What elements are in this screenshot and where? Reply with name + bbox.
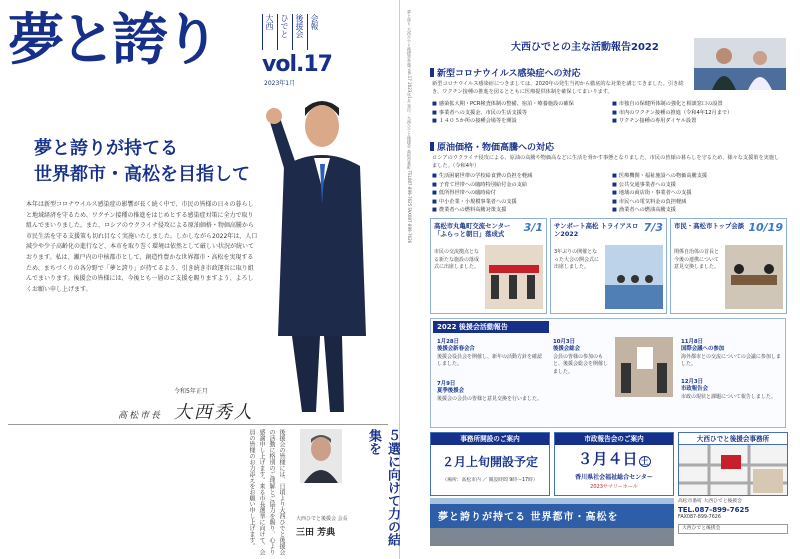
office-phone: TEL.087-899-7625 bbox=[678, 506, 750, 514]
report-meeting-weekday: 土 bbox=[640, 457, 649, 466]
list-item: ■ 生活困窮世帯の学校給食費の負担を軽減 bbox=[432, 172, 607, 181]
slogan-line-1: 夢と誇りが持てる bbox=[34, 138, 178, 159]
list-item: ■ 漁業者への燃油高騰支援 bbox=[612, 206, 787, 215]
report-meeting-hall: 2023サマリーホール bbox=[590, 484, 638, 490]
list-item: ■ 事業者への支援金、市民の生活支援等 bbox=[432, 109, 607, 118]
event-card-title: サンポート高松 トライアスロン2022 bbox=[554, 222, 639, 238]
list-item: ■ 市内のワクチン接種の推進（令和4年12月まで） bbox=[612, 109, 787, 118]
section-prices-text: ロシアのウクライナ侵攻による、原油の高騰や物価高などに生活を脅かす事態となりました。市民の皆様の暮らしを守るため、様々な支援策を実施しました。（令和4年） bbox=[432, 155, 780, 169]
event-photo bbox=[725, 245, 783, 309]
office-box bbox=[678, 432, 788, 496]
report-meeting-date bbox=[555, 448, 673, 469]
spine bbox=[400, 0, 430, 559]
activity-date: 7月9日 bbox=[437, 381, 456, 387]
office-opening-note: （場所：高松市内 ／ 開設時間 9時〜17時） bbox=[442, 478, 538, 483]
list-item: ■ ワクチン接種の専用ダイヤル設置 bbox=[612, 117, 787, 126]
activity-sub: 後援会新春会合 bbox=[437, 346, 475, 353]
office-opening-title: 事務所開設のご案内 bbox=[431, 433, 549, 445]
publisher-part: 後援会 bbox=[292, 14, 305, 50]
report-title: 大西ひでとの主な活動報告2022 bbox=[511, 42, 659, 53]
sign-date: 令和5年正月 bbox=[174, 388, 208, 395]
activity-text: 後援会の会員の皆様と意見交換を行いました。 bbox=[437, 395, 543, 402]
report-meeting-venue: 香川県社会福祉総合センター bbox=[575, 474, 653, 481]
office-address: 高松市番町 大西ひでと後援会 bbox=[678, 499, 742, 504]
supporters-heading: ５選に向けて力の結集を bbox=[366, 429, 400, 546]
activity-date: 12月3日 bbox=[681, 379, 704, 385]
activity-item bbox=[437, 381, 545, 403]
report-meeting-title: 市政報告会のご案内 bbox=[555, 433, 673, 445]
masthead-title: 夢と誇り bbox=[8, 7, 216, 73]
office-title: 大西ひでと後援会事務所 bbox=[679, 433, 787, 445]
supporters-text: 後援会の皆様には、日頃より大西ひでと後援会の活動に格別のご理解とご協力を賜り、心より感謝申し上げます。来る市長選挙に向けて、会員の皆様のお力添えをお願い申し上げます。 bbox=[248, 429, 285, 555]
publisher-label bbox=[262, 14, 320, 50]
event-card-date: 7/3 bbox=[643, 221, 663, 234]
signature bbox=[118, 398, 254, 424]
event-card bbox=[430, 218, 547, 314]
sign-title: 高松市長 bbox=[118, 411, 163, 421]
section-covid-text: 新型コロナウイルス感染症につきましては、2020年の発生当初から徹底的な対策を講じてきました。引き続き、ワクチン接種の推進を図るとともに医療提供体制を確保してまいります。 bbox=[432, 81, 684, 95]
event-card-title: 高松市丸亀町交流センター「ふらっと朝日」落成式 bbox=[434, 222, 511, 238]
list-item: ■ １４０５か所の接種会場等を開設 bbox=[432, 117, 607, 126]
office-opening-date: ２月上旬開設予定 bbox=[441, 455, 538, 469]
event-card-text: 市民の交流拠点となる新たな施設の落成式に出席しました。 bbox=[434, 249, 480, 270]
office-contact bbox=[678, 498, 788, 534]
activity-text: 市政の現状と課題について報告しました。 bbox=[681, 393, 776, 400]
office-map bbox=[679, 445, 787, 495]
mayor-photo bbox=[262, 86, 370, 416]
list-item: ■ 中小企業・小規模事業者への支援 bbox=[432, 198, 607, 207]
event-card-date: 3/1 bbox=[523, 221, 543, 234]
slogan-line-2: 世界都市・高松を目指して bbox=[34, 164, 250, 185]
list-item: ■ 低所得世帯への臨時給付 bbox=[432, 189, 607, 198]
issue-date: 2023年1月 bbox=[264, 80, 296, 87]
chairman-photo bbox=[300, 429, 342, 483]
list-item: ■ 医療機関・福祉施設への物価高騰支援 bbox=[612, 172, 787, 181]
event-card-date: 10/19 bbox=[748, 221, 783, 234]
banner-text: 夢と誇りが持てる 世界都市・高松を bbox=[438, 512, 619, 523]
prices-list-b bbox=[612, 172, 787, 215]
activity-date: 10月3日 bbox=[553, 339, 576, 345]
activity-item bbox=[553, 339, 609, 376]
activity-item bbox=[437, 339, 545, 369]
list-item: ■ 市民への電気料金の負担軽減 bbox=[612, 198, 787, 207]
activity-sub: 市政報告会 bbox=[681, 386, 708, 393]
office-fax: FAX087-899-7626 bbox=[678, 515, 721, 520]
list-item: ■ 公共交通事業者への支援 bbox=[612, 181, 787, 190]
event-card bbox=[670, 218, 787, 314]
publisher-part: 会報 bbox=[307, 14, 320, 50]
list-item: ■ 市独自の保健所体制の強化と相談窓口の設置 bbox=[612, 100, 787, 109]
activity-text: 海外都市との交流についての会議に参加しました。 bbox=[681, 353, 781, 368]
covid-list-a bbox=[432, 100, 607, 126]
activity-date: 11月8日 bbox=[681, 339, 704, 345]
office-website: 大西ひでと後援会 bbox=[678, 524, 788, 534]
activity-text: 後援会役員会を開催し、新年の活動方針を確認しました。 bbox=[437, 353, 543, 368]
publisher-part: ひでと bbox=[277, 14, 290, 50]
list-item: ■ 地域の商店街・事業者への支援 bbox=[612, 189, 787, 198]
report-page bbox=[400, 0, 800, 559]
covid-list-b bbox=[612, 100, 787, 126]
chairman-role: 大西ひでと後援会 会長 bbox=[296, 516, 348, 522]
section-prices-title: 原油価格・物価高騰への対応 bbox=[430, 140, 554, 153]
slogan bbox=[34, 136, 250, 188]
activity-item bbox=[681, 339, 781, 369]
supporters-section bbox=[8, 424, 400, 556]
event-card-text: 関係自治体の首長と今後の連携について意見交換しました。 bbox=[674, 249, 720, 270]
activity-sub: 後援会総会 bbox=[553, 346, 580, 353]
supporters-activity-box bbox=[430, 318, 786, 428]
list-item: ■ 農業者への燃料高騰対策支援 bbox=[432, 206, 607, 215]
list-item: ■ 子育て世帯への臨時特別給付金の支給 bbox=[432, 181, 607, 190]
activity-date: 1月28日 bbox=[437, 339, 460, 345]
office-opening-box bbox=[430, 432, 550, 496]
activity-title: 2022 後援会活動報告 bbox=[433, 321, 549, 333]
activity-text: 会員の皆様の参加のもと、後援会総会を開催しました。 bbox=[553, 353, 609, 375]
spine-text: 夢と誇り 大西ひでと後援会会報 vol.17 2023年1月 発行：大西ひでと後援会 高松市番町 TEL087-899-7625 FAX087-899-7626 bbox=[407, 10, 412, 244]
event-card bbox=[550, 218, 667, 314]
event-photo bbox=[605, 245, 663, 309]
event-card-title: 市民・高松市トップ会談 bbox=[674, 222, 745, 230]
event-photo bbox=[485, 245, 543, 309]
sign-name: 大西秀人 bbox=[173, 402, 254, 423]
list-item: ■ 感染拡大期・PCR検査体制の整備、宿泊・療養施設の確保 bbox=[432, 100, 607, 109]
activity-sub: 国際会議への参加 bbox=[681, 346, 725, 353]
report-meeting-box bbox=[554, 432, 674, 496]
report-meeting-day: ３月４日 bbox=[577, 450, 638, 468]
vaccination-photo bbox=[694, 38, 786, 90]
activity-photo bbox=[615, 337, 673, 397]
section-covid-title: 新型コロナウイルス感染症への対応 bbox=[430, 66, 580, 79]
publisher-part: 大西 bbox=[262, 14, 275, 50]
activity-sub: 夏季後援会 bbox=[437, 388, 464, 395]
greeting-text: 本年は新型コロナウイルス感染症の影響が長く続く中で、市民の皆様の日々の暮らしと地域経済を守るため、ワクチン接種の推進をはじめとする感染症対策に全力で取り組んでまいりました。また、ロシアのウクライナ侵攻による原油価格・物価高騰から市民生活を守る支援策も切れ目なく実施いたしました。しかしながら2022年は、人口減少や少子高齢化の進行など、本市を取り巻く環境は依然として厳しい状況が続いております。私は、瀬戸内の中核都市として、創造性豊かな世界都市・高松を実現するため、まちづくりの各分野で「夢と誇り」が持てるよう、引き続き市政運営に取り組んでまいります。後援会の皆様には、今後とも一層のご支援を賜りますよう、よろしくお願い申し上げます。 bbox=[26, 201, 258, 293]
volume-number: vol.17 bbox=[262, 52, 332, 77]
event-card-text: 3年ぶりの開催となった大会の開会式に出席しました。 bbox=[554, 249, 600, 270]
prices-list-a bbox=[432, 172, 607, 215]
activity-item bbox=[681, 379, 781, 401]
chairman-name: 三田 芳典 bbox=[296, 528, 336, 538]
